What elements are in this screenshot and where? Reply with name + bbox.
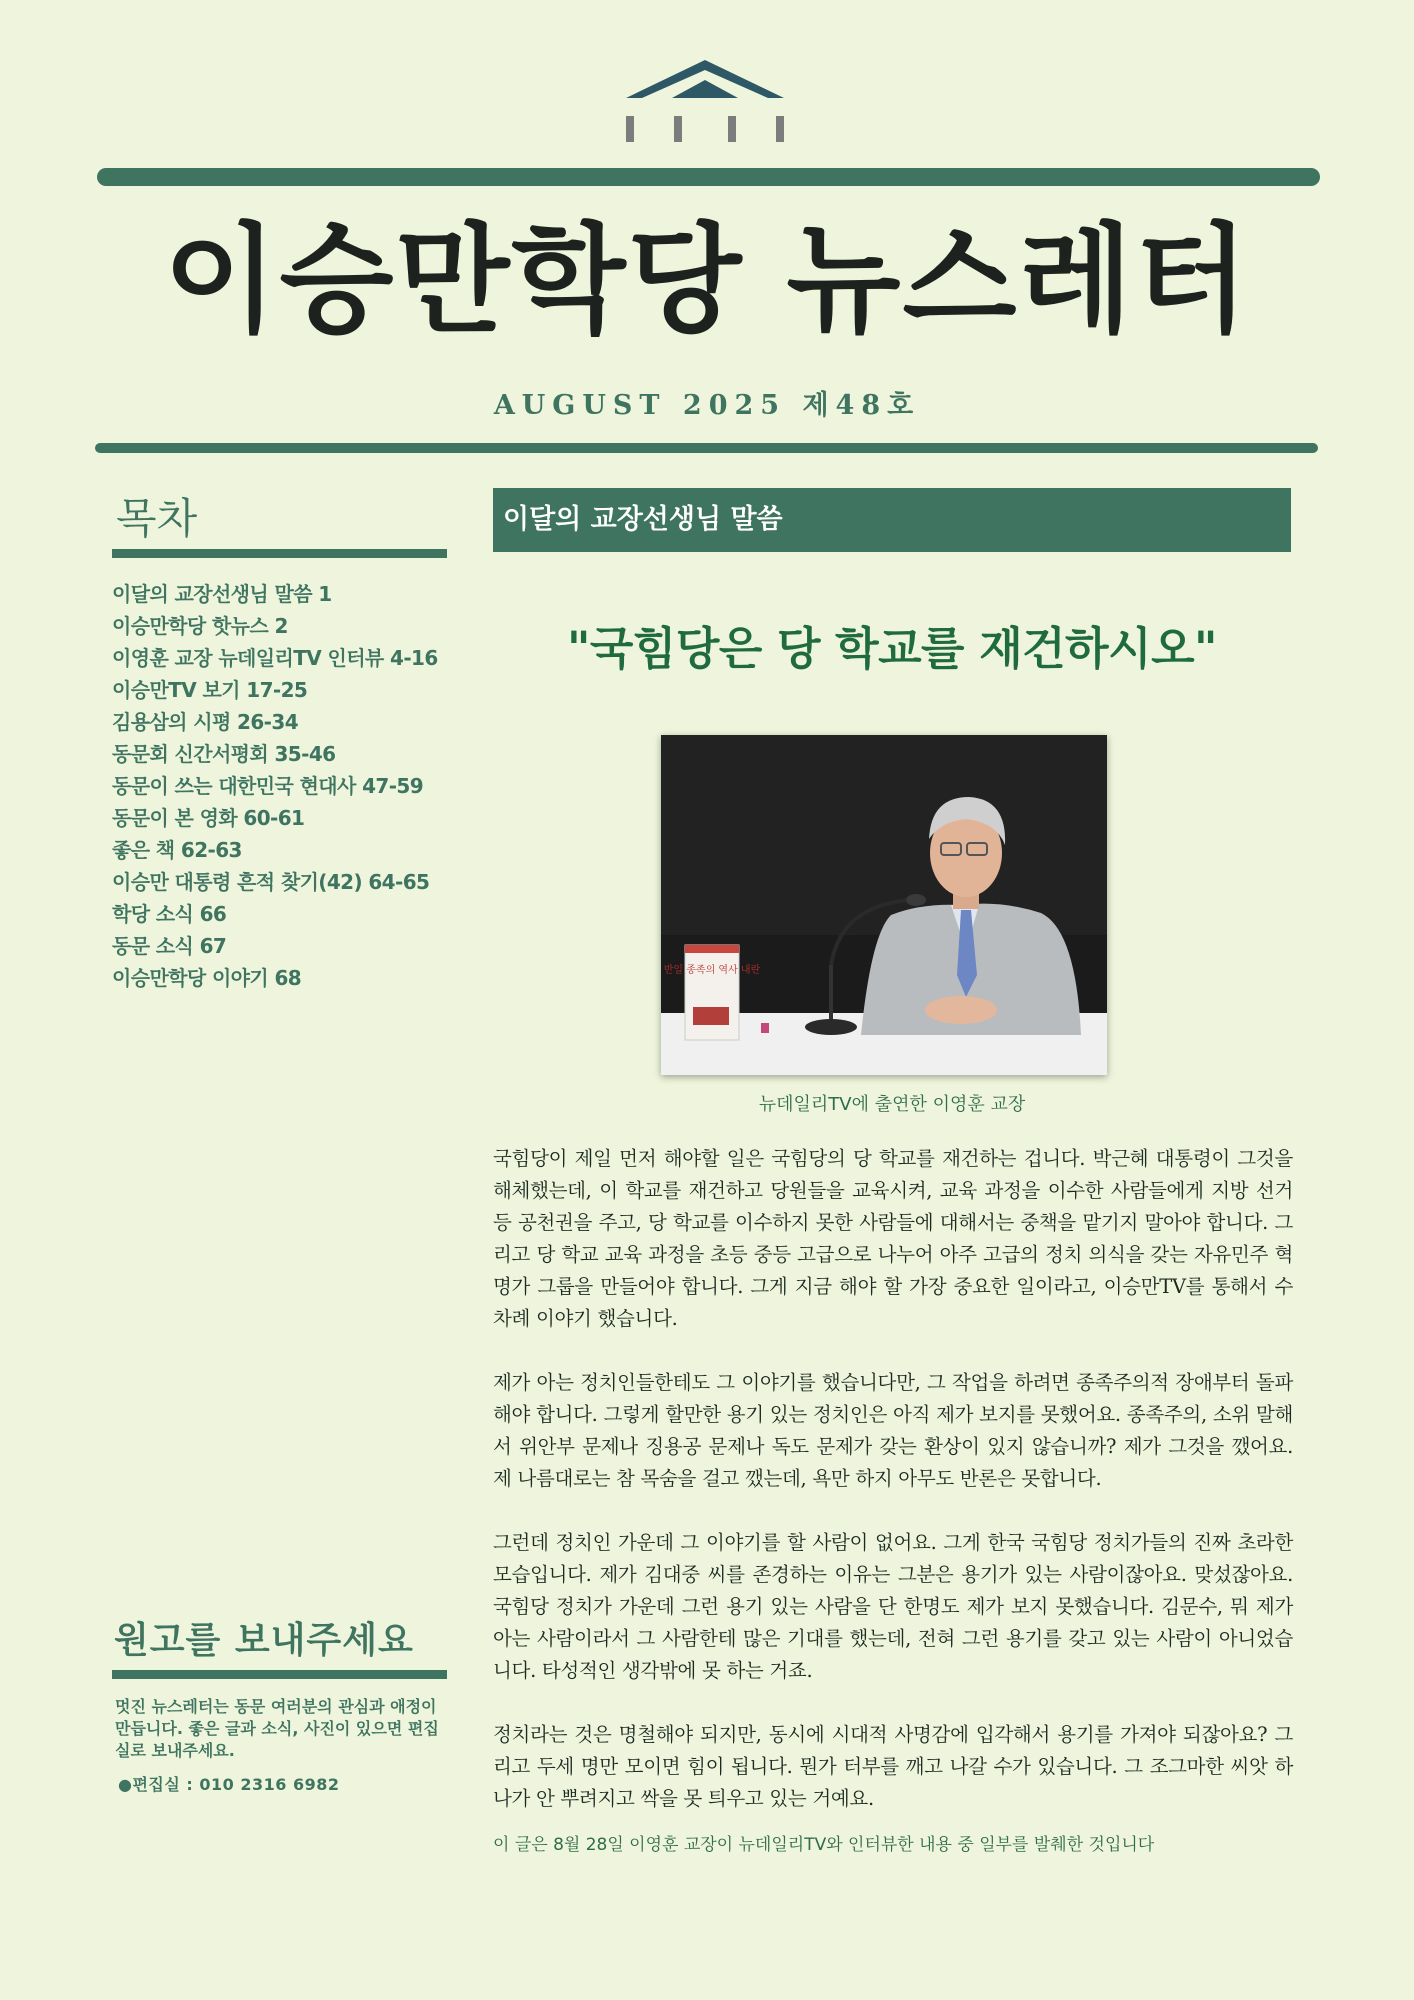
toc-item[interactable]: 이승만학당 이야기 68 xyxy=(112,966,302,990)
toc-item[interactable]: 학당 소식 66 xyxy=(112,902,227,926)
article-headline: "국힘당은 당 학교를 재건하시오" xyxy=(566,622,1217,675)
submission-rule xyxy=(112,1670,447,1679)
toc-item[interactable]: 동문회 신간서평회 35-46 xyxy=(112,742,336,766)
toc-item[interactable]: 이승만 대통령 흔적 찾기(42) 64-65 xyxy=(112,870,430,894)
section-banner: 이달의 교장선생님 말씀 xyxy=(493,488,1291,552)
interview-photo-illustration xyxy=(661,735,1107,1075)
article-paragraph: 그런데 정치인 가운데 그 이야기를 할 사람이 없어요. 그게 한국 국힘당 정치가들의 진짜 초라한 모습입니다. 제가 김대중 씨를 존경하는 이유는 그분은 용기가 있는 사람이잖아요. 맞섰잖아요. 국힘당 정치가 가운데 그런 용기 있는 사람을 단 한명도 제가 보지 못했습니다. 김문수, 뭐 제가 아는 사람이라서 그 사람한테 많은 기대를 했는데, 전혀 그런 용기를 갖고 있는 사람이 아니었습니다. 타성적인 생각밖에 못 하는 거죠. xyxy=(493,1531,1293,1682)
toc-item[interactable]: 이영훈 교장 뉴데일리TV 인터뷰 4-16 xyxy=(112,646,438,670)
toc-item[interactable]: 이승만학당 핫뉴스 2 xyxy=(112,614,288,638)
photo-caption: 뉴데일리TV에 출연한 이영훈 교장 xyxy=(758,1094,1026,1115)
toc-item[interactable]: 동문이 쓰는 대한민국 현대사 47-59 xyxy=(112,774,424,798)
masthead-bottom-rule xyxy=(95,443,1318,453)
article-source-note: 이 글은 8월 28일 이영훈 교장이 뉴데일리TV와 인터뷰한 내용 중 일부를 발췌한 것입니다 xyxy=(493,1835,1155,1855)
interview-photo xyxy=(661,735,1107,1075)
article-body xyxy=(493,1143,1293,1847)
toc-item[interactable]: 김용삼의 시평 26-34 xyxy=(112,710,299,734)
toc-item[interactable]: 동문 소식 67 xyxy=(112,934,227,958)
toc-list xyxy=(112,578,442,994)
newsletter-title: 이승만학당 뉴스레터 xyxy=(163,211,1251,349)
toc-item[interactable]: 좋은 책 62-63 xyxy=(112,838,242,862)
article-paragraph: 제가 아는 정치인들한테도 그 이야기를 했습니다만, 그 작업을 하려면 종족주의적 장애부터 돌파해야 합니다. 그렇게 할만한 용기 있는 정치인은 아직 제가 보지를 못했어요. 종족주의, 소위 말해서 위안부 문제나 징용공 문제나 독도 문제가 갖는 환상이 있지 않습니까? 제가 그것을 깼어요. 제 나름대로는 참 목숨을 걸고 깼는데, 욕만 하지 아무도 반론은 못합니다. xyxy=(493,1371,1293,1490)
toc-item[interactable]: 이달의 교장선생님 말씀 1 xyxy=(112,582,332,606)
toc-title: 목차 xyxy=(116,494,198,543)
submission-body: 멋진 뉴스레터는 동문 여러분의 관심과 애정이 만듭니다. 좋은 글과 소식, 사진이 있으면 편집실로 보내주세요. xyxy=(115,1697,439,1760)
school-building-logo xyxy=(624,58,786,144)
submission-title: 원고를 보내주세요 xyxy=(114,1620,414,1661)
article-paragraph: 국힘당이 제일 먼저 해야할 일은 국힘당의 당 학교를 재건하는 겁니다. 박근혜 대통령이 그것을 해체했는데, 이 학교를 재건하고 당원들을 교육시켜, 교육 과정을 이수한 사람들에게 지방 선거 등 공천권을 주고, 당 학교를 이수하지 못한 사람들에 대해서는 중책을 맡기지 말아야 합니다. 그리고 당 학교 교육 과정을 초등 중등 고급으로 나누어 아주 고급의 정치 의식을 갖는 자유민주 혁명가 그룹을 만들어야 합니다. 그게 지금 해야 할 가장 중요한 일이라고, 이승만TV를 통해서 수차례 이야기 했습니다. xyxy=(493,1147,1293,1330)
toc-rule xyxy=(112,549,447,558)
toc-item[interactable]: 동문이 본 영화 60-61 xyxy=(112,806,305,830)
submission-contact: ●편집실 : 010 2316 6982 xyxy=(118,1775,340,1794)
article-paragraph: 정치라는 것은 명철해야 되지만, 동시에 시대적 사명감에 입각해서 용기를 가져야 되잖아요? 그리고 두세 명만 모이면 힘이 됩니다. 뭔가 터부를 깨고 나갈 수가 있습니다. 그 조그마한 씨앗 하나가 안 뿌려지고 싹을 못 틔우고 있는 거예요. xyxy=(493,1723,1293,1810)
masthead-top-rule xyxy=(97,168,1320,186)
toc-item[interactable]: 이승만TV 보기 17-25 xyxy=(112,678,308,702)
issue-label: AUGUST 2025 제48호 xyxy=(493,390,921,421)
book-title: 반일 종족의 역사 내란 xyxy=(663,965,761,976)
